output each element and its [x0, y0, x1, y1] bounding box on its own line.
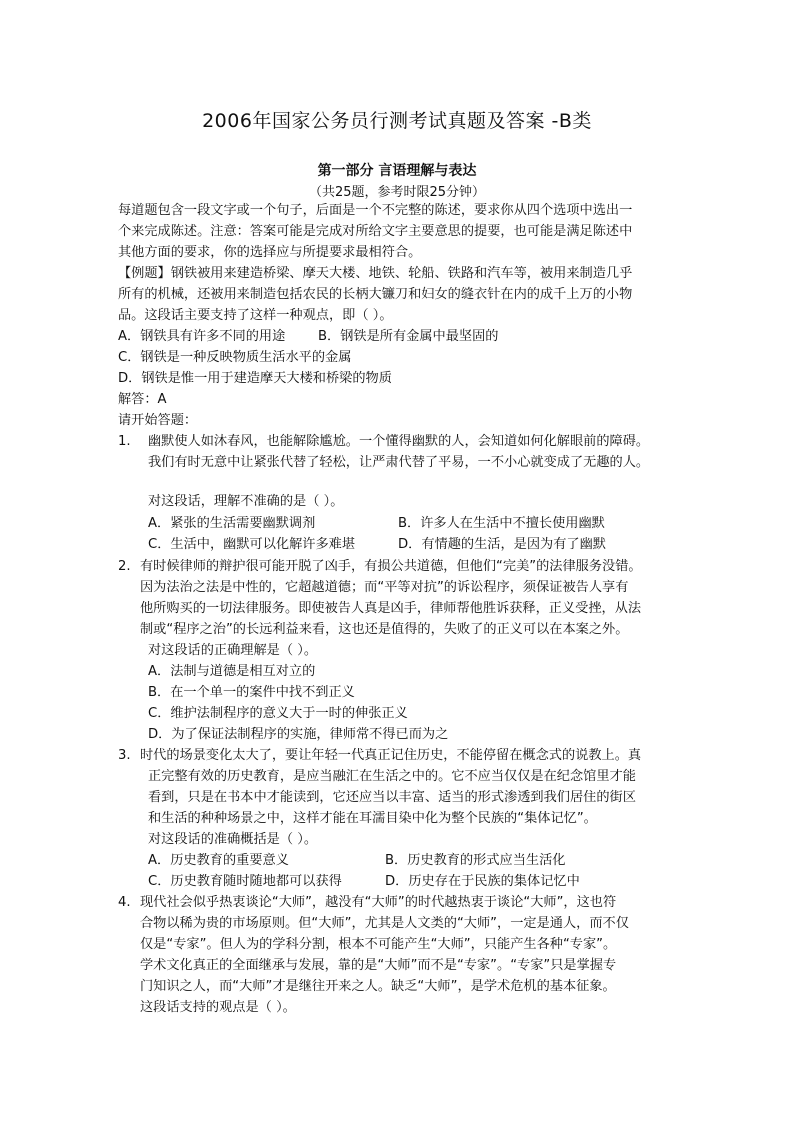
question-line: 仅是“专家”。但人为的学科分割，根本不可能产生“大师”，只能产生各种“专家”。 [140, 937, 617, 952]
question-line: 时代的场景变化太大了，要让年轻一代真正记住历史，不能停留在概念式的说教上。真 [140, 748, 642, 763]
question-line: 现代社会似乎热衷谈论“大师”，越没有“大师”的时代越热衷于谈论“大师”，这也符 [140, 895, 617, 910]
question-option: C．历史教育随时随地都可以获得 [148, 874, 342, 889]
question-prompt: 对这段话，理解不准确的是（ ）。 [148, 494, 344, 509]
question-number: 3. [118, 748, 131, 763]
question-number: 1. [118, 434, 131, 449]
example-answer: 解答：A [118, 392, 167, 407]
question-option: D．有情趣的生活，是因为有了幽默 [398, 537, 606, 552]
instruction-line: 个来完成陈述。注意：答案可能是完成对所给文字主要意思的提要，也可能是满足陈述中 [118, 224, 633, 239]
question-line: 学术文化真正的全面继承与发展，靠的是“大师”而不是“专家”。“专家”只是掌握专 [140, 958, 617, 973]
question-option: B．历史教育的形式应当生活化 [385, 853, 566, 868]
section-title: 第一部分 言语理解与表达 [317, 163, 477, 179]
example-line: 品。这段话主要支持了这样一种观点，即（ ）。 [118, 308, 393, 323]
question-line: 他所购买的一切法律服务。即使被告人真是凶手，律师帮他胜诉获释，正义受挫，从法 [140, 601, 642, 616]
question-prompt: 对这段话的正确理解是（ ）。 [148, 643, 318, 658]
question-option: A．历史教育的重要意义 [148, 853, 289, 868]
start-prompt: 请开始答题： [118, 413, 198, 428]
question-line: 合物以稀为贵的市场原则。但“大师”，尤其是人文类的“大师”，一定是通人，而不仅 [140, 916, 629, 931]
question-number: 4. [118, 895, 131, 910]
example-line: 【例题】钢铁被用来建造桥梁、摩天大楼、地铁、轮船、铁路和汽车等，被用来制造几乎 [118, 266, 633, 281]
question-prompt: 对这段话的准确概括是（ ）。 [148, 832, 318, 847]
question-line: 制或“程序之治”的长远利益来看，这也还是值得的，失败了的正义可以在本案之外。 [140, 622, 629, 637]
question-option: A．法制与道德是相互对立的 [148, 664, 316, 679]
question-line: 因为法治之法是中性的，它超越道德；而“平等对抗”的诉讼程序，须保证被告人享有 [140, 580, 629, 595]
question-line: 门知识之人，而“大师”才是继往开来之人。缺乏“大师”，是学术危机的基本征象。 [140, 979, 616, 994]
question-option: D．为了保证法制程序的实施，律师常不得已而为之 [148, 727, 449, 742]
question-option: C．生活中，幽默可以化解许多难堪 [148, 537, 356, 552]
document-title: 2006年国家公务员行测考试真题及答案 -B类 [202, 110, 592, 132]
question-line: 幽默使人如沐春风，也能解除尴尬。一个懂得幽默的人，会知道如何化解眼前的障碍。 [148, 434, 650, 449]
question-option: B．在一个单一的案件中找不到正义 [148, 685, 355, 700]
question-option: B．许多人在生活中不擅长使用幽默 [398, 516, 605, 531]
example-line: 所有的机械，还被用来制造包括农民的长柄大镰刀和妇女的缝衣针在内的成千上万的小物 [118, 287, 633, 302]
question-line: 有时候律师的辩护很可能开脱了凶手，有损公共道德，但他们“完美”的法律服务没错。 [140, 559, 642, 574]
question-line: 正完整有效的历史教育，是应当融汇在生活之中的。它不应当仅仅是在纪念馆里才能 [148, 769, 636, 784]
example-option-d: D．钢铁是惟一用于建造摩天大楼和桥梁的物质 [118, 371, 392, 386]
section-subtitle: （共25题，参考时限25分钟） [308, 185, 486, 200]
question-option: A．紧张的生活需要幽默调剂 [148, 516, 316, 531]
question-number: 2. [118, 559, 131, 574]
question-line: 和生活的种种场景之中，这样才能在耳濡目染中化为整个民族的“集体记忆”。 [148, 811, 597, 826]
example-option-c: C．钢铁是一种反映物质生活水平的金属 [118, 350, 352, 365]
example-option-a: A．钢铁具有许多不同的用途 [118, 329, 286, 344]
instruction-line: 其他方面的要求，你的选择应与所提要求最相符合。 [118, 245, 422, 260]
question-line: 我们有时无意中让紧张代替了轻松，让严肃代替了平易，一不小心就变成了无趣的人。 [148, 455, 650, 470]
question-prompt: 这段话支持的观点是（ ）。 [140, 1000, 296, 1015]
question-option: C．维护法制程序的意义大于一时的伸张正义 [148, 706, 408, 721]
example-option-b: B．钢铁是所有金属中最坚固的 [318, 329, 499, 344]
question-line: 看到，只是在书本中才能读到，它还应当以丰富、适当的形式渗透到我们居住的街区 [148, 790, 636, 805]
instruction-line: 每道题包含一段文字或一个句子，后面是一个不完整的陈述，要求你从四个选项中选出一 [118, 203, 633, 218]
question-option: D．历史存在于民族的集体记忆中 [385, 874, 580, 889]
